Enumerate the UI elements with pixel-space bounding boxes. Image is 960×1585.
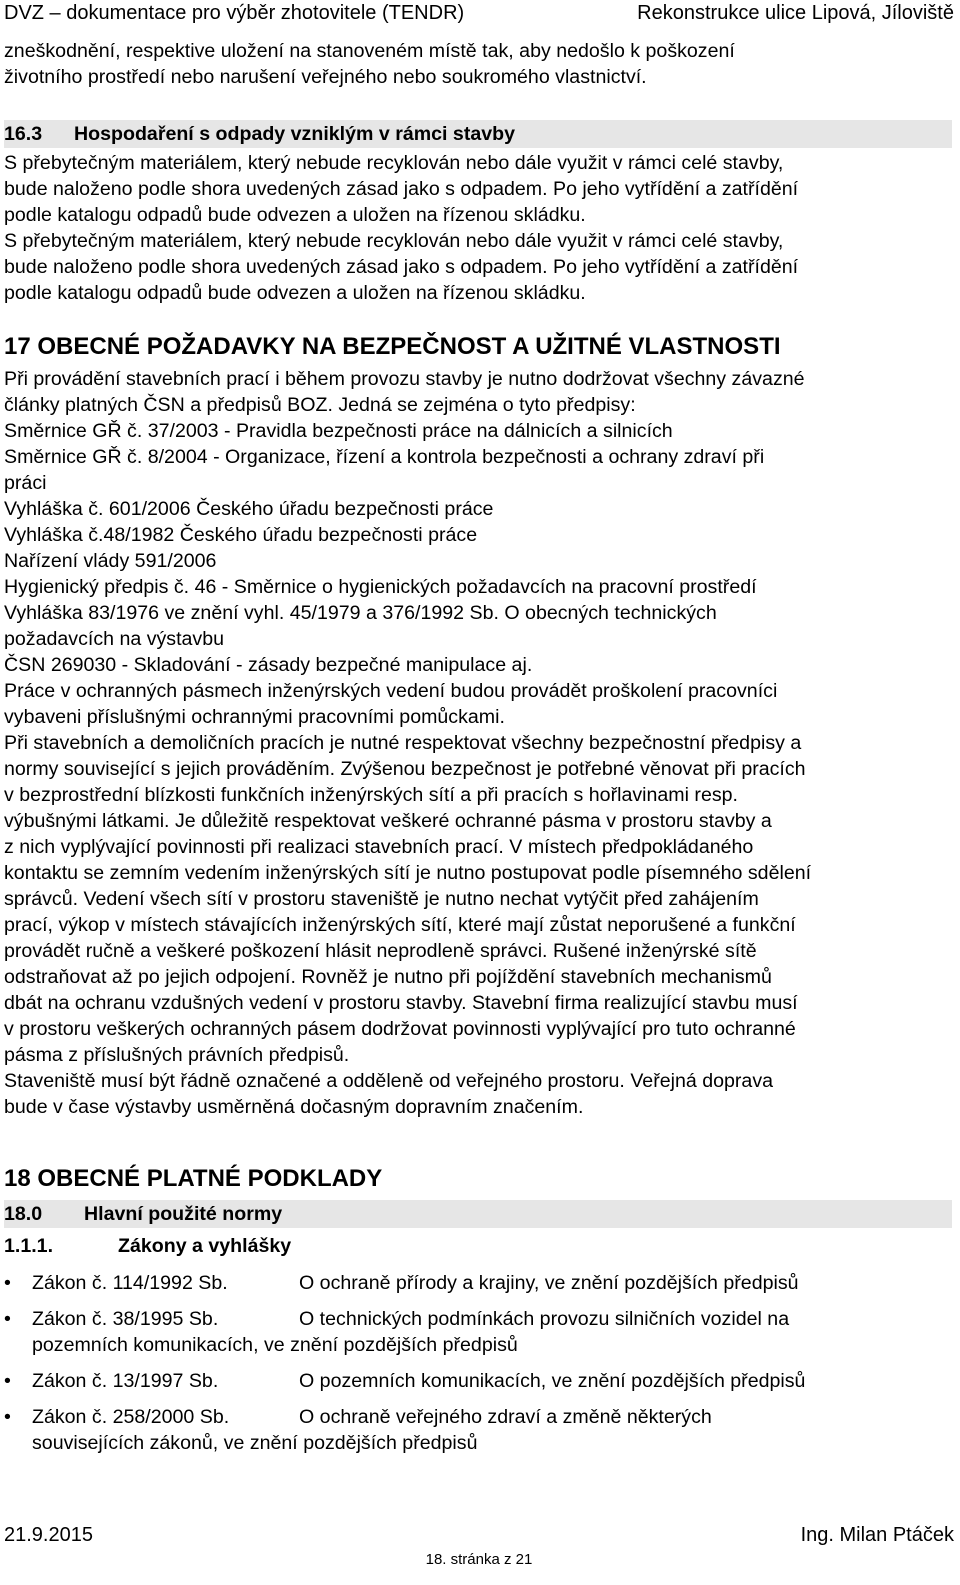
paragraph-line: Hygienický předpis č. 46 - Směrnice o hygienických požadavcích na pracovní prostředí (4, 576, 757, 598)
paragraph-line: pásma z příslušných právních předpisů. (4, 1044, 350, 1066)
paragraph-line: odstraňovat až po jejich odpojení. Rovněž je nutno při pojíždění stavebních mechanismů (4, 966, 772, 988)
intro-line: životního prostředí nebo narušení veřejného nebo soukromého vlastnictví. (4, 66, 647, 88)
section-18-heading: 18 OBECNÉ PLATNÉ PODKLADY (4, 1165, 383, 1192)
paragraph-line: Staveniště musí být řádně označené a odděleně od veřejného prostoru. Veřejná doprava (4, 1070, 774, 1092)
paragraph-line: Směrnice GŘ č. 8/2004 - Organizace, řízení a kontrola bezpečnosti a ochrany zdraví při (4, 446, 765, 468)
page-number: 18. stránka z 21 (425, 1551, 533, 1568)
law-title: O ochraně přírody a krajiny, ve znění pozdějších předpisů (299, 1272, 799, 1294)
list-item (4, 1368, 952, 1394)
paragraph-line: S přebytečným materiálem, který nebude recyklován nebo dále využit v rámci celé stavby, (4, 152, 784, 174)
paragraph-line: správců. Vedení všech sítí v prostoru staveniště je nutno nechat vytýčit před zahájením (4, 888, 759, 910)
intro-line: zneškodnění, respektive uložení na stanoveném místě tak, aby nedošlo k poškození (4, 40, 735, 62)
bullet-icon: • (4, 1272, 11, 1294)
subsection-number: 1.1.1. (4, 1235, 54, 1257)
paragraph-line: v bezprostřední blízkosti funkčních inženýrských sítí a při pracích s hořlavinami resp. (4, 784, 738, 806)
paragraph-line: normy související s jejich prováděním. Zvýšenou bezpečnost je potřebné věnovat při pracích (4, 758, 806, 780)
paragraph-line: Nařízení vlády 591/2006 (4, 550, 217, 572)
law-code: Zákon č. 258/2000 Sb. (32, 1406, 230, 1428)
list-item (4, 1306, 952, 1358)
bullet-icon: • (4, 1406, 11, 1428)
paragraph-line: Vyhláška 83/1976 ve znění vyhl. 45/1979 a 376/1992 Sb. O obecných technických (4, 602, 717, 624)
paragraph-line: práci (4, 472, 47, 494)
paragraph-line: Vyhláška č. 601/2006 Českého úřadu bezpečnosti práce (4, 498, 494, 520)
paragraph-line: S přebytečným materiálem, který nebude recyklován nebo dále využit v rámci celé stavby, (4, 230, 784, 252)
paragraph-line: Při stavebních a demoličních pracích je nutné respektovat všechny bezpečnostní předpisy a (4, 732, 802, 754)
section-17-body (4, 366, 952, 1120)
section-16-3-heading (4, 120, 952, 148)
paragraph-line: Při provádění stavebních prací i během provozu stavby je nutno dodržovat všechny závazné (4, 368, 805, 390)
list-item (4, 1404, 952, 1456)
paragraph-line: výbušnými látkami. Je důležitě respektovat veškeré ochranné pásma v prostoru stavby a (4, 810, 772, 832)
header-title: DVZ – dokumentace pro výběr zhotovitele (TENDR) (4, 2, 465, 24)
footer-author: Ing. Milan Ptáček (800, 1524, 954, 1546)
paragraph-line: vybaveni příslušnými ochrannými pracovními pomůckami. (4, 706, 505, 728)
page-content (4, 38, 952, 1456)
paragraph-line: v prostoru veškerých ochranných pásem dodržovat povinnosti vyplývající pro tuto ochranné (4, 1018, 796, 1040)
list-item (4, 1270, 952, 1296)
paragraph-line: prací, výkop v místech stávajících inženýrských sítí, které mají zůstat neporušené a funkční (4, 914, 796, 936)
subsection-number: 18.0 (4, 1203, 43, 1225)
subsection-title: Hlavní použité normy (84, 1203, 283, 1225)
bullet-icon: • (4, 1308, 11, 1330)
paragraph-line: články platných ČSN a předpisů BOZ. Jedná se zejména o tyto předpisy: (4, 394, 636, 416)
laws-list (4, 1270, 952, 1456)
paragraph-line: ČSN 269030 - Skladování - zásady bezpečné manipulace aj. (4, 654, 533, 676)
paragraph-line: Směrnice GŘ č. 37/2003 - Pravidla bezpečnosti práce na dálnicích a silnicích (4, 420, 673, 442)
law-title: O technických podmínkách provozu silničních vozidel na (299, 1308, 790, 1330)
law-code: Zákon č. 38/1995 Sb. (32, 1308, 219, 1330)
paragraph-line: bude naloženo podle shora uvedených zásad jako s odpadem. Po jeho vytřídění a zatřídění (4, 256, 799, 278)
law-title-continued: souvisejících zákonů, ve znění pozdějších předpisů (32, 1432, 478, 1454)
header-project: Rekonstrukce ulice Lipová, Jíloviště (637, 2, 954, 24)
paragraph-line: Vyhláška č.48/1982 Českého úřadu bezpečnosti práce (4, 524, 478, 546)
paragraph-line: provádět ručně a veškeré poškození hlásit neprodleně správci. Rušené inženýrské sítě (4, 940, 757, 962)
law-title-continued: pozemních komunikacích, ve znění pozdějších předpisů (32, 1334, 518, 1356)
section-title: Hospodaření s odpady vzniklým v rámci stavby (74, 123, 516, 145)
bullet-icon: • (4, 1370, 11, 1392)
section-number: 16.3 (4, 123, 43, 145)
paragraph-line: dbát na ochranu vzdušných vedení v prostoru stavby. Stavební firma realizující stavbu musí (4, 992, 798, 1014)
law-title: O pozemních komunikacích, ve znění pozdějších předpisů (299, 1370, 806, 1392)
paragraph-line: podle katalogu odpadů bude odvezen a uložen na řízenou skládku. (4, 204, 586, 226)
law-title: O ochraně veřejného zdraví a změně některých (299, 1406, 712, 1428)
paragraph-line: bude naloženo podle shora uvedených zásad jako s odpadem. Po jeho vytřídění a zatřídění (4, 178, 799, 200)
paragraph-line: z nich vyplývající povinnosti při realizaci stavebních prací. V místech předpokládaného (4, 836, 754, 858)
law-code: Zákon č. 114/1992 Sb. (32, 1272, 228, 1294)
subsection-title: Zákony a vyhlášky (118, 1235, 292, 1257)
subsection-18-0-heading (4, 1200, 952, 1228)
paragraph-line: požadavcích na výstavbu (4, 628, 225, 650)
footer-date: 21.9.2015 (4, 1524, 93, 1546)
paragraph-line: kontaktu se zemním vedením inženýrských sítí je nutno postupovat podle písemného sdělení (4, 862, 812, 884)
section-17-heading: 17 OBECNÉ POŽADAVKY NA BEZPEČNOST A UŽITNÉ VLASTNOSTI (4, 333, 781, 360)
paragraph-line: podle katalogu odpadů bude odvezen a uložen na řízenou skládku. (4, 282, 586, 304)
subsection-1-1-1-heading (4, 1232, 952, 1260)
paragraph-line: Práce v ochranných pásmech inženýrských vedení budou provádět proškolení pracovníci (4, 680, 778, 702)
page-header (4, 0, 954, 26)
law-code: Zákon č. 13/1997 Sb. (32, 1370, 219, 1392)
page-footer (4, 1524, 954, 1584)
paragraph-line: bude v čase výstavby usměrněná dočasným dopravním značením. (4, 1096, 584, 1118)
